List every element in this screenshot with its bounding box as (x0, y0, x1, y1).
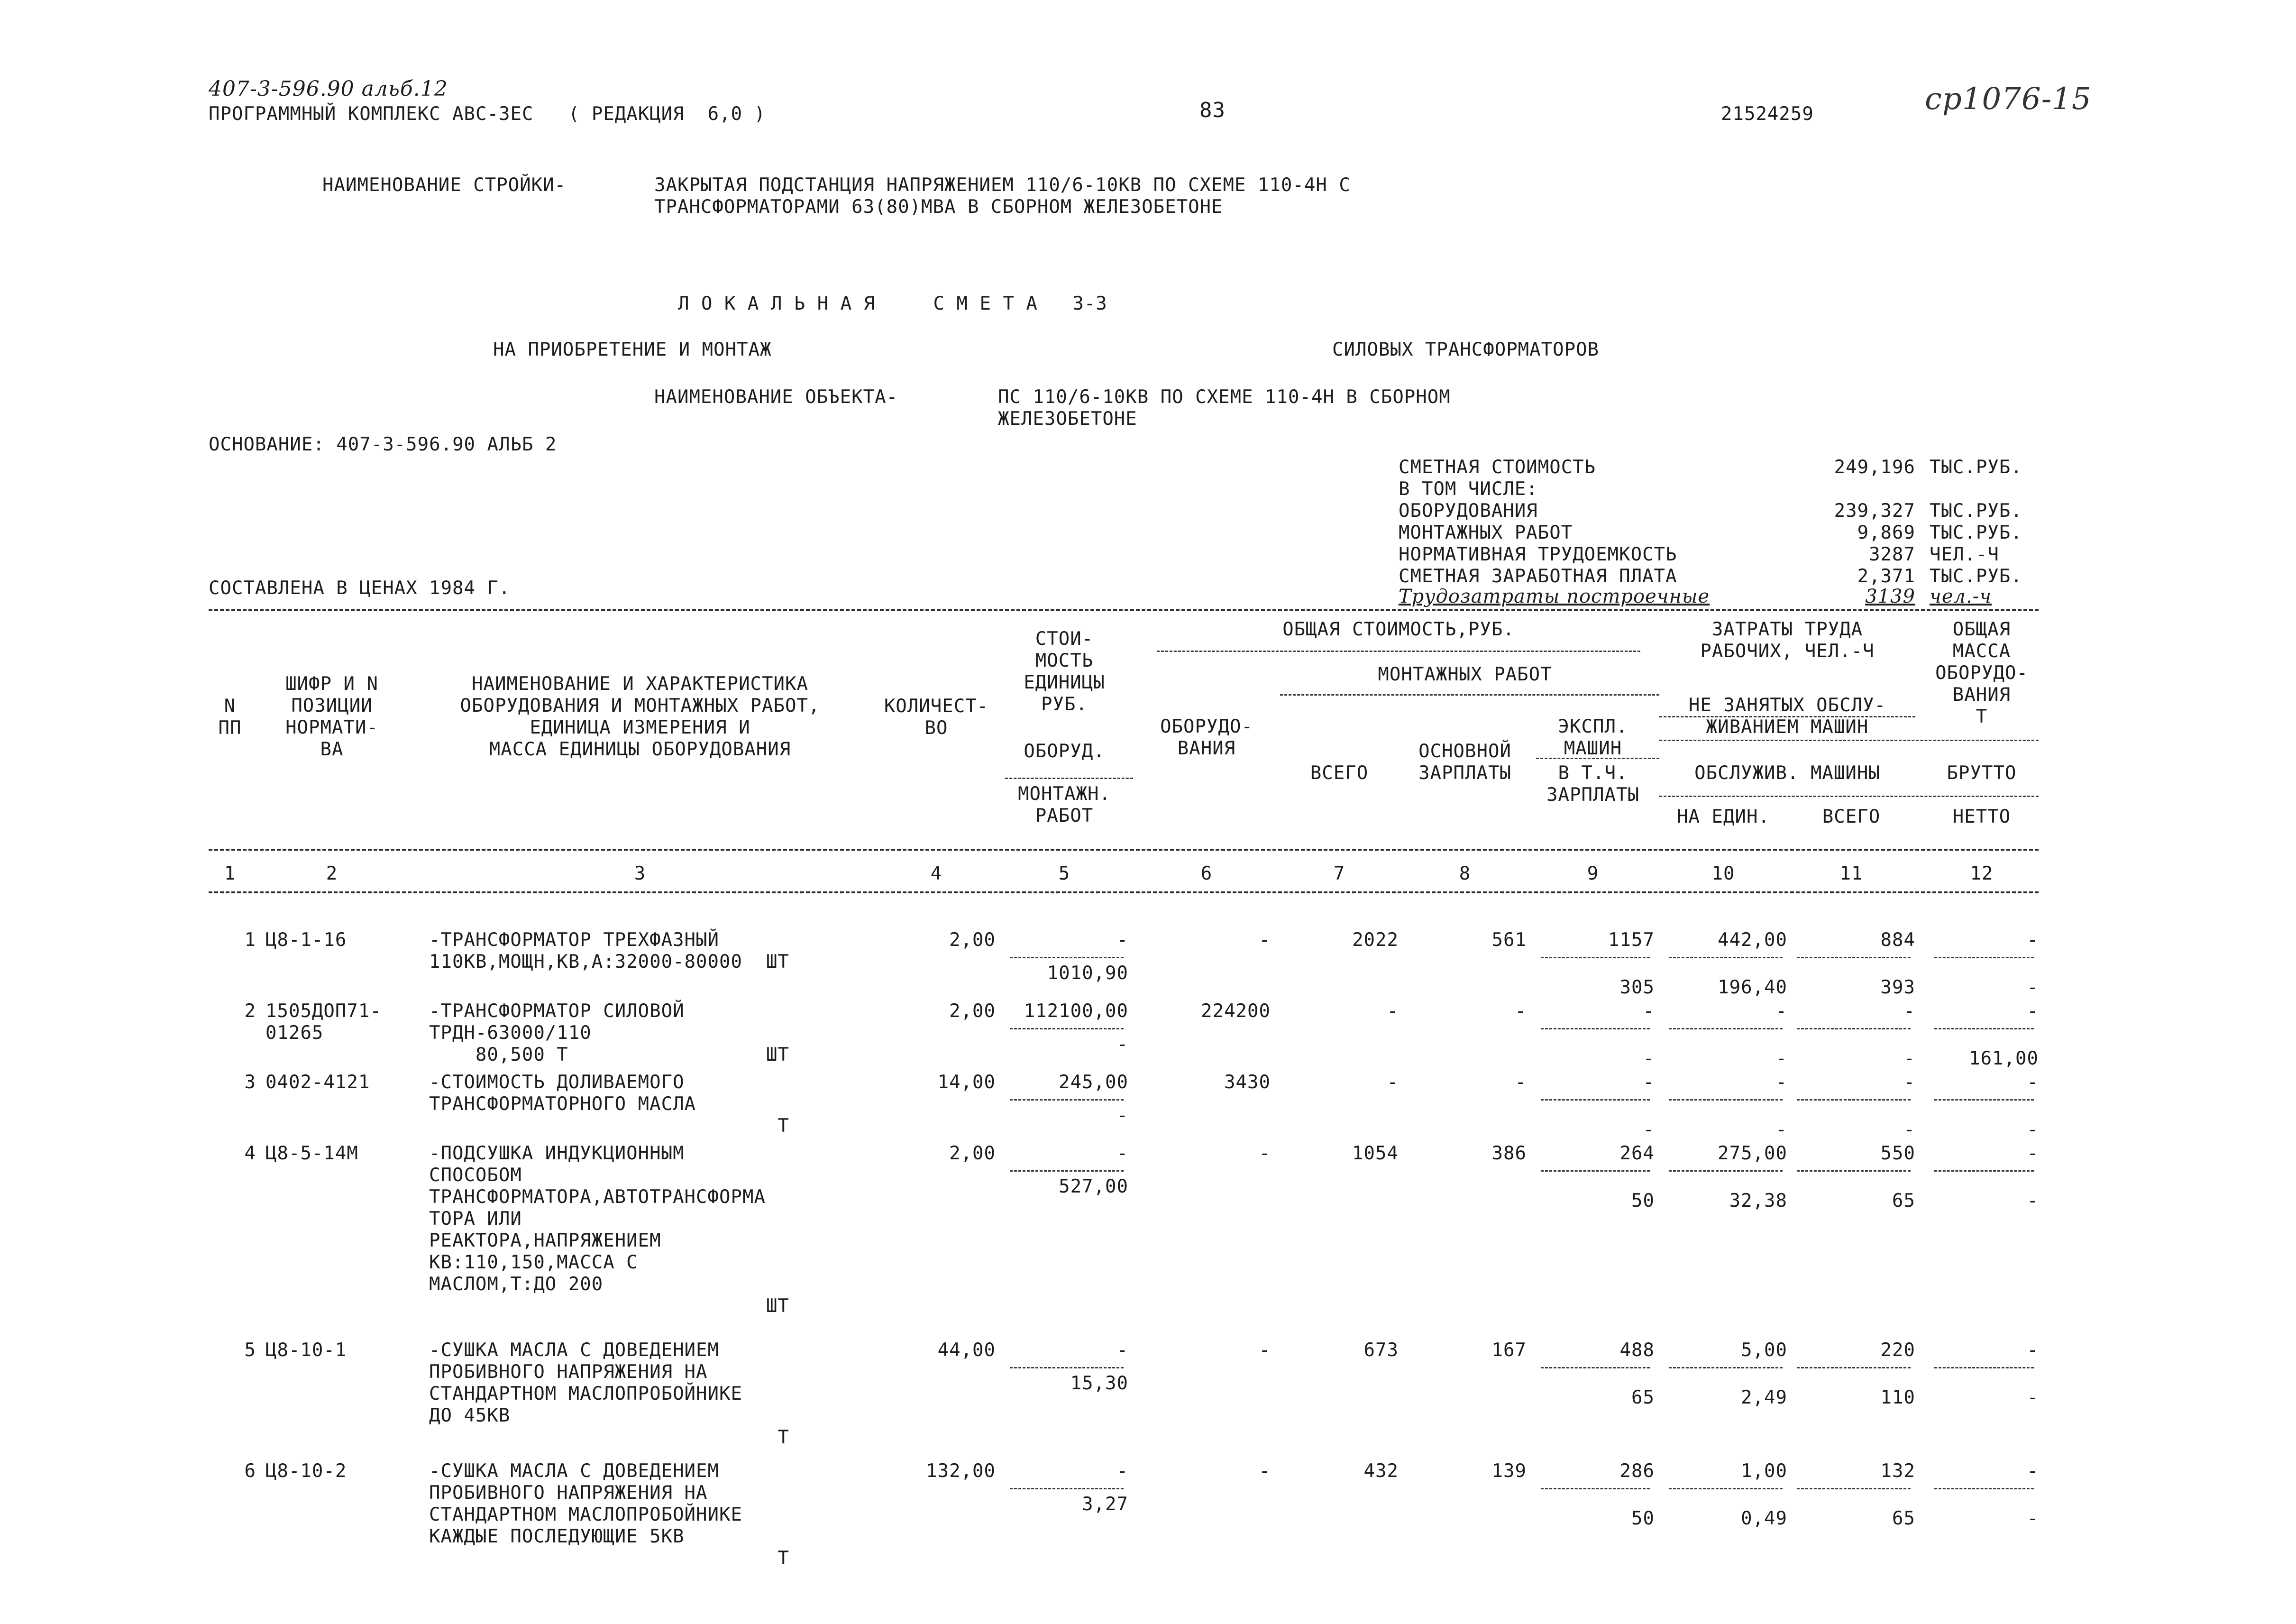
cell-divider (1010, 1028, 1124, 1029)
row-number: 2 (244, 1000, 256, 1022)
row-unit-cost-mounting: 527,00 (1059, 1176, 1128, 1197)
row-code: Ц8-10-2 (265, 1460, 347, 1482)
cell-divider (1010, 1367, 1124, 1368)
cell-divider (1541, 1170, 1650, 1172)
row-number: 4 (244, 1143, 256, 1164)
row-labor-per-unit: - (1775, 1000, 1787, 1022)
row-unit-cost-equipment: - (1116, 1460, 1128, 1482)
row-mass-gross: - (2027, 1072, 2039, 1093)
col-mass-net: НЕТТО (1952, 806, 2011, 827)
summary-unit: ТЫС.РУБ. (1930, 522, 2022, 543)
row-mass-gross: - (2027, 1460, 2039, 1482)
row-code: Ц8-1-16 (265, 929, 347, 951)
summary-value: 9,869 (1857, 522, 1915, 543)
col-number: 7 (1333, 863, 1345, 884)
row-base-salary: 167 (1491, 1340, 1527, 1361)
row-machines: - (1643, 1000, 1655, 1022)
row-number: 5 (244, 1340, 256, 1361)
row-labor-machines-total: 110 (1880, 1387, 1915, 1408)
building-line1: ЗАКРЫТАЯ ПОДСТАНЦИЯ НАПРЯЖЕНИЕМ 110/6-10КВ ПО СХЕМЕ 110-4Н С (654, 174, 1351, 196)
row-machines: 286 (1619, 1460, 1655, 1482)
row-equipment-total: - (1259, 929, 1271, 951)
album-reference: 407-3-596.90 альб.12 (209, 77, 448, 101)
row-mounting-total: - (1387, 1000, 1399, 1022)
row-base-salary: 139 (1491, 1460, 1527, 1482)
row-labor-total: 132 (1880, 1460, 1915, 1482)
cell-divider (1797, 1170, 1911, 1172)
row-labor-machines-total: 65 (1892, 1508, 1915, 1529)
row-mass-gross: - (2027, 929, 2039, 951)
row-machines-salary: 50 (1631, 1508, 1655, 1529)
row-mass-net: - (2027, 1508, 2039, 1529)
row-machines: 264 (1619, 1143, 1655, 1164)
row-machines-salary: - (1643, 1119, 1655, 1140)
document-code: 21524259 (1721, 103, 1814, 125)
row-mounting-total: - (1387, 1072, 1399, 1093)
cell-divider (1010, 1488, 1124, 1489)
summary-value: 3287 (1869, 544, 1915, 565)
row-quantity: 44,00 (937, 1340, 996, 1361)
row-mounting-total: 2022 (1352, 929, 1399, 951)
row-code: Ц8-10-1 (265, 1340, 347, 1361)
header-bottom-rule (209, 849, 2039, 851)
col-per-unit: НА ЕДИН. (1677, 806, 1770, 827)
row-name: -СУШКА МАСЛА С ДОВЕДЕНИЕМ ПРОБИВНОГО НАПРЯЖЕНИЯ НА СТАНДАРТНОМ МАСЛОПРОБОЙНИКЕ КАЖДЫЕ ПОСЛЕДУЮЩИЕ 5КВ (429, 1460, 742, 1547)
cell-divider (1669, 1367, 1783, 1368)
row-labor-total: 884 (1880, 929, 1915, 951)
labor-machines: ОБСЛУЖИВ. МАШИНЫ (1694, 762, 1880, 784)
row-unit-cost-equipment: 245,00 (1059, 1072, 1128, 1093)
row-mounting-total: 432 (1363, 1460, 1399, 1482)
row-unit-cost-equipment: - (1116, 929, 1128, 951)
object-label: НАИМЕНОВАНИЕ ОБЪЕКТА- (654, 386, 898, 408)
col-number: 11 (1839, 863, 1863, 884)
col-total: ВСЕГО (1310, 762, 1369, 784)
basis: ОСНОВАНИЕ: 407-3-596.90 АЛЬБ 2 (209, 434, 557, 455)
col-labor-total: ВСЕГО (1822, 806, 1881, 827)
header-rule-c5 (1005, 778, 1133, 779)
cell-divider (1797, 1028, 1911, 1029)
row-mass-gross: - (2027, 1143, 2039, 1164)
cell-divider (1010, 1170, 1124, 1172)
row-name: -ТРАНСФОРМАТОР ТРЕХФАЗНЫЙ 110КВ,МОЩН,КВ,А:32000-80000 (429, 929, 742, 973)
row-labor-machines-per-unit: 32,38 (1729, 1190, 1787, 1211)
header-rule-labor2 (1659, 740, 2039, 741)
row-quantity: 2,00 (949, 1000, 996, 1022)
summary-handwritten-value: 3139 (1865, 586, 1915, 607)
summary-label: В ТОМ ЧИСЛЕ: (1399, 478, 1538, 500)
group-labor: ЗАТРАТЫ ТРУДА РАБОЧИХ, ЧЕЛ.-Ч (1700, 619, 1875, 662)
row-labor-machines-per-unit: - (1775, 1119, 1787, 1140)
row-mounting-total: 1054 (1352, 1143, 1399, 1164)
row-quantity: 132,00 (926, 1460, 996, 1482)
summary-unit: ЧЕЛ.-Ч (1930, 544, 1999, 565)
col-number: 8 (1459, 863, 1471, 884)
cell-divider (1934, 957, 2034, 958)
row-base-salary: 561 (1491, 929, 1527, 951)
row-number: 1 (244, 929, 256, 951)
row-labor-total: 550 (1880, 1143, 1915, 1164)
row-labor-per-unit: 5,00 (1741, 1340, 1787, 1361)
col-unit-cost-equipment: ОБОРУД. (1024, 741, 1105, 762)
column-numbers-rule (209, 891, 2039, 893)
row-labor-machines-total: - (1903, 1048, 1915, 1069)
col-unit-cost-mounting: МОНТАЖН. РАБОТ (1018, 783, 1111, 826)
col-number: 10 (1711, 863, 1735, 884)
row-base-salary: 386 (1491, 1143, 1527, 1164)
building-line2: ТРАНСФОРМАТОРАМИ 63(80)МВА В СБОРНОМ ЖЕЛЕЗОБЕТОНЕ (654, 196, 1223, 218)
row-labor-machines-total: 393 (1880, 977, 1915, 998)
row-quantity: 2,00 (949, 929, 996, 951)
row-mass-net: - (2027, 1387, 2039, 1408)
header-rule-labor3 (1659, 796, 2039, 797)
object-line2: ЖЕЛЕЗОБЕТОНЕ (998, 408, 1137, 430)
row-unit: Т (778, 1427, 789, 1448)
col-machines: ЭКСПЛ. МАШИН (1558, 716, 1628, 759)
row-unit-cost-equipment: - (1116, 1340, 1128, 1361)
summary-value: 2,371 (1857, 566, 1915, 587)
cell-divider (1934, 1488, 2034, 1489)
row-unit-cost-mounting: - (1116, 1034, 1128, 1055)
col-name: НАИМЕНОВАНИЕ И ХАРАКТЕРИСТИКА ОБОРУДОВАНИЯ И МОНТАЖНЫХ РАБОТ, ЕДИНИЦА ИЗМЕРЕНИЯ И МАССА ЕДИНИЦЫ ОБОРУДОВАНИЯ (460, 673, 820, 760)
row-machines: 1157 (1608, 929, 1655, 951)
cell-divider (1541, 1099, 1650, 1101)
purpose-left: НА ПРИОБРЕТЕНИЕ И МОНТАЖ (493, 339, 772, 360)
row-machines-salary: 65 (1631, 1387, 1655, 1408)
row-labor-machines-per-unit: - (1775, 1048, 1787, 1069)
row-unit-cost-equipment: - (1116, 1143, 1128, 1164)
cell-divider (1669, 1028, 1783, 1029)
cell-divider (1797, 957, 1911, 958)
row-labor-total: - (1903, 1000, 1915, 1022)
row-equipment-total: - (1259, 1340, 1271, 1361)
col-code: ШИФР И N ПОЗИЦИИ НОРМАТИ- ВА (285, 673, 378, 760)
program-info: ПРОГРАММНЫЙ КОМПЛЕКС АВС-3ЕС ( РЕДАКЦИЯ 6,0 ) (209, 103, 766, 125)
row-equipment-total: 3430 (1224, 1072, 1271, 1093)
row-machines-salary: 50 (1631, 1190, 1655, 1211)
col-mass: ОБЩАЯ МАССА ОБОРУДО- ВАНИЯ Т (1935, 619, 2028, 727)
row-number: 3 (244, 1072, 256, 1093)
summary-handwritten-label: Трудозатраты построечные (1399, 586, 1710, 607)
cell-divider (1669, 1170, 1783, 1172)
summary-value: 249,196 (1834, 457, 1915, 478)
row-equipment-total: - (1259, 1143, 1271, 1164)
summary-label: СМЕТНАЯ СТОИМОСТЬ (1399, 457, 1596, 478)
row-unit-cost-mounting: 1010,90 (1047, 963, 1128, 984)
row-mounting-total: 673 (1363, 1340, 1399, 1361)
col-equipment: ОБОРУДО- ВАНИЯ (1160, 716, 1253, 759)
col-number: 6 (1200, 863, 1213, 884)
cell-divider (1797, 1099, 1911, 1101)
row-unit-cost-mounting: 15,30 (1070, 1373, 1128, 1394)
row-labor-per-unit: 442,00 (1718, 929, 1787, 951)
row-name: -СУШКА МАСЛА С ДОВЕДЕНИЕМ ПРОБИВНОГО НАПРЯЖЕНИЯ НА СТАНДАРТНОМ МАСЛОПРОБОЙНИКЕ ДО 45КВ (429, 1340, 742, 1426)
row-name: -ТРАНСФОРМАТОР СИЛОВОЙ ТРДН-63000/110 80,500 Т (429, 1000, 685, 1065)
row-unit: Т (778, 1115, 789, 1137)
row-unit: ШТ (766, 1295, 789, 1317)
col-number: 4 (930, 863, 942, 884)
row-mass-net: - (2027, 1190, 2039, 1211)
summary-label: ОБОРУДОВАНИЯ (1399, 500, 1538, 522)
labor-not-machines: НЕ ЗАНЯТЫХ ОБСЛУ- ЖИВАНИЕМ МАШИН (1688, 695, 1886, 738)
row-equipment-total: - (1259, 1460, 1271, 1482)
group-total-cost: ОБЩАЯ СТОИМОСТЬ,РУБ. (1282, 619, 1515, 640)
row-labor-per-unit: - (1775, 1072, 1787, 1093)
col-number: 9 (1587, 863, 1599, 884)
row-labor-total: 220 (1880, 1340, 1915, 1361)
summary-label: СМЕТНАЯ ЗАРАБОТНАЯ ПЛАТА (1399, 566, 1677, 587)
cell-divider (1010, 957, 1124, 958)
cell-divider (1541, 957, 1650, 958)
row-mass-net: 161,00 (1969, 1048, 2039, 1069)
header-rule-total (1157, 651, 1640, 652)
handwritten-stamp: ср1076-15 (1925, 82, 2092, 117)
cell-divider (1797, 1488, 1911, 1489)
col-number: 12 (1970, 863, 1994, 884)
col-machines-salary: В Т.Ч. ЗАРПЛАТЫ (1546, 762, 1639, 806)
cell-divider (1934, 1367, 2034, 1368)
row-name: -ПОДСУШКА ИНДУКЦИОННЫМ СПОСОБОМ ТРАНСФОРМАТОРА,АВТОТРАНСФОРМА ТОРА ИЛИ РЕАКТОРА,НАПРЯЖЕНИЕМ КВ:110,150,МАССА С МАСЛОМ,Т:ДО 200 (429, 1143, 766, 1295)
row-labor-machines-per-unit: 2,49 (1741, 1387, 1787, 1408)
row-code: 0402-4121 (265, 1072, 370, 1093)
cell-divider (1010, 1099, 1124, 1101)
summary-unit: ТЫС.РУБ. (1930, 566, 2022, 587)
cell-divider (1934, 1170, 2034, 1172)
row-equipment-total: 224200 (1201, 1000, 1271, 1022)
row-number: 6 (244, 1460, 256, 1482)
row-labor-total: - (1903, 1072, 1915, 1093)
building-label: НАИМЕНОВАНИЕ СТРОЙКИ- (322, 174, 567, 196)
row-unit: Т (778, 1548, 789, 1569)
col-npp: N ПП (218, 696, 242, 739)
summary-handwritten-unit: чел.-ч (1930, 586, 1992, 607)
cell-divider (1669, 1099, 1783, 1101)
table-top-rule (209, 609, 2039, 611)
row-labor-machines-per-unit: 0,49 (1741, 1508, 1787, 1529)
col-number: 2 (326, 863, 338, 884)
row-mass-gross: - (2027, 1340, 2039, 1361)
row-mass-gross: - (2027, 1000, 2039, 1022)
row-unit: ШТ (766, 951, 789, 973)
col-number: 3 (634, 863, 646, 884)
cell-divider (1669, 1488, 1783, 1489)
row-labor-machines-total: 65 (1892, 1190, 1915, 1211)
cell-divider (1669, 957, 1783, 958)
cell-divider (1541, 1367, 1650, 1368)
col-quantity: КОЛИЧЕСТ- ВО (884, 696, 989, 739)
summary-unit: ТЫС.РУБ. (1930, 457, 2022, 478)
row-quantity: 14,00 (937, 1072, 996, 1093)
summary-label: МОНТАЖНЫХ РАБОТ (1399, 522, 1573, 543)
page-number: 83 (1199, 98, 1226, 122)
row-labor-machines-per-unit: 196,40 (1718, 977, 1787, 998)
col-base-salary: ОСНОВНОЙ ЗАРПЛАТЫ (1418, 741, 1511, 784)
row-quantity: 2,00 (949, 1143, 996, 1164)
col-unit-cost: СТОИ- МОСТЬ ЕДИНИЦЫ РУБ. (1024, 628, 1105, 715)
estimate-title: Л О К А Л Ь Н А Я С М Е Т А 3-3 (678, 293, 1107, 314)
cell-divider (1934, 1099, 2034, 1101)
row-name: -СТОИМОСТЬ ДОЛИВАЕМОГО ТРАНСФОРМАТОРНОГО МАСЛА (429, 1072, 696, 1115)
cell-divider (1541, 1028, 1650, 1029)
purpose-right: СИЛОВЫХ ТРАНСФОРМАТОРОВ (1332, 339, 1600, 360)
row-base-salary: - (1515, 1072, 1527, 1093)
cell-divider (1541, 1488, 1650, 1489)
row-unit: ШТ (766, 1044, 789, 1065)
summary-unit: ТЫС.РУБ. (1930, 500, 2022, 522)
row-unit-cost-equipment: 112100,00 (1024, 1000, 1128, 1022)
row-labor-per-unit: 1,00 (1741, 1460, 1787, 1482)
row-labor-per-unit: 275,00 (1718, 1143, 1787, 1164)
summary-value: 239,327 (1834, 500, 1915, 522)
row-mass-net: - (2027, 977, 2039, 998)
col-mass-gross: БРУТТО (1947, 762, 2017, 784)
row-unit-cost-mounting: 3,27 (1082, 1494, 1128, 1515)
cell-divider (1797, 1367, 1911, 1368)
row-code: 1505ДОП71- 01265 (265, 1000, 382, 1044)
object-line1: ПС 110/6-10КВ ПО СХЕМЕ 110-4Н В СБОРНОМ (998, 386, 1451, 408)
row-machines: - (1643, 1072, 1655, 1093)
row-unit-cost-mounting: - (1116, 1105, 1128, 1126)
row-labor-machines-total: - (1903, 1119, 1915, 1140)
row-machines-salary: 305 (1619, 977, 1655, 998)
col-number: 1 (224, 863, 236, 884)
header-rule-mount (1280, 694, 1659, 696)
group-mounting: МОНТАЖНЫХ РАБОТ (1378, 664, 1552, 685)
row-machines-salary: - (1643, 1048, 1655, 1069)
row-base-salary: - (1515, 1000, 1527, 1022)
row-code: Ц8-5-14М (265, 1143, 358, 1164)
row-machines: 488 (1619, 1340, 1655, 1361)
summary-label: НОРМАТИВНАЯ ТРУДОЕМКОСТЬ (1399, 544, 1677, 565)
cell-divider (1934, 1028, 2034, 1029)
col-number: 5 (1058, 863, 1070, 884)
row-mass-net: - (2027, 1119, 2039, 1140)
price-year: СОСТАВЛЕНА В ЦЕНАХ 1984 Г. (209, 578, 511, 599)
